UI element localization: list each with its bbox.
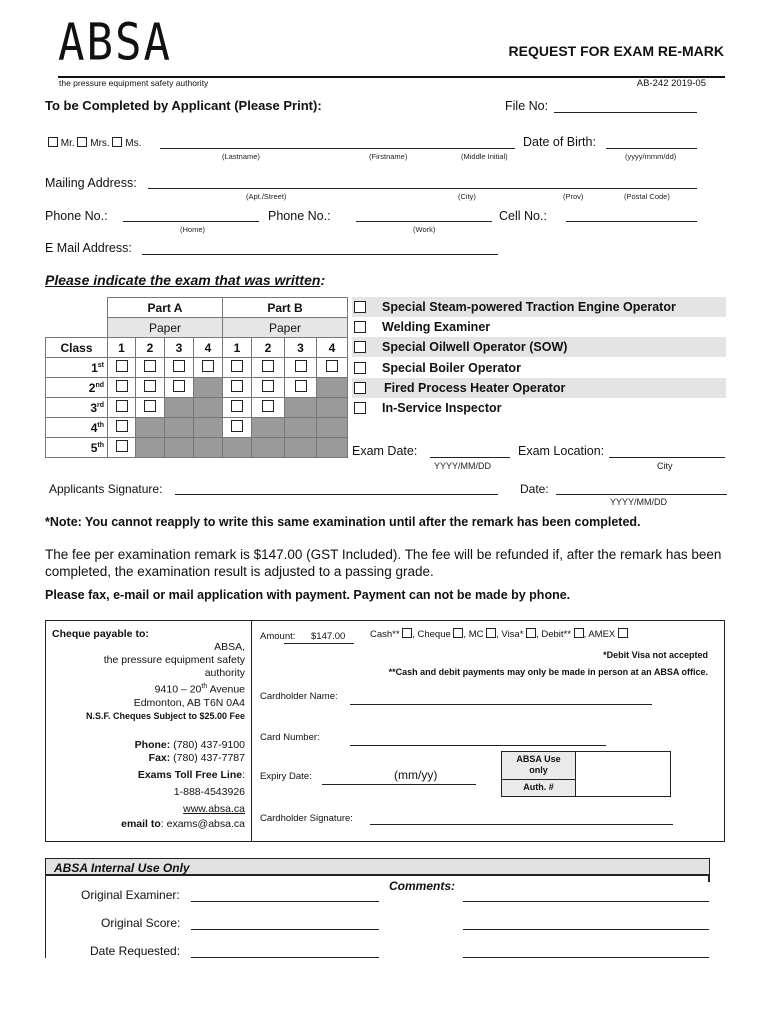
cb-2-b2[interactable] <box>262 380 274 392</box>
cb-2-b1[interactable] <box>231 380 243 392</box>
absa-use-label: ABSA Use only <box>516 754 561 775</box>
applicant-signature-label: Applicants Signature: <box>49 482 163 496</box>
comments-line-3[interactable] <box>463 957 709 958</box>
payee-address: 9410 – 20th Avenue <box>154 683 245 696</box>
cb-1-b3[interactable] <box>295 360 307 372</box>
mailing-label: Mailing Address: <box>45 176 137 190</box>
form-code: AB-242 2019-05 <box>636 78 706 89</box>
dob-field[interactable] <box>606 148 697 149</box>
payee-city: Edmonton, AB T6N 0A4 <box>133 696 245 709</box>
exam-location-label: Exam Location: <box>518 444 605 458</box>
option-oilwell[interactable]: Special Oilwell Operator (SOW) <box>352 337 726 357</box>
signature-date-label: Date: <box>520 482 549 496</box>
internal-use-bar: ABSA Internal Use Only <box>45 858 710 876</box>
firstname-hint: (Firstname) <box>369 152 408 161</box>
cb-3-b2[interactable] <box>262 400 274 412</box>
work-hint: (Work) <box>413 225 436 234</box>
part-b-header: Part B <box>223 298 348 318</box>
payment-box <box>45 620 725 842</box>
class-2nd: 2nd <box>46 378 108 398</box>
ms-label: Ms. <box>125 138 142 149</box>
cb-4-a1[interactable] <box>116 420 128 432</box>
file-no-label: File No: <box>505 99 549 113</box>
debit-visa-note: *Debit Visa not accepted <box>603 650 708 660</box>
cb-1-b4[interactable] <box>326 360 338 372</box>
fax-instructions: Please fax, e-mail or mail application with payment. Payment can not be made by phone. <box>45 588 571 602</box>
cb-3-b1[interactable] <box>231 400 243 412</box>
phone-home-label: Phone No.: <box>45 209 108 223</box>
dob-format-hint: (yyyy/mmm/dd) <box>625 152 677 161</box>
cb-1-b2[interactable] <box>262 360 274 372</box>
cash-debit-note: **Cash and debit payments may only be made in person at an ABSA office. <box>388 667 708 677</box>
option-traction-engine[interactable]: Special Steam-powered Traction Engine Operator <box>352 297 726 317</box>
cell-field[interactable] <box>566 221 697 222</box>
cb-2-a2[interactable] <box>144 380 156 392</box>
original-examiner-field[interactable] <box>191 901 379 902</box>
signature-date-field[interactable] <box>556 494 727 495</box>
welding-checkbox[interactable] <box>354 321 366 333</box>
payee-absa: ABSA, <box>214 641 245 653</box>
cardholder-name-label: Cardholder Name: <box>260 691 338 702</box>
cb-3-a2[interactable] <box>144 400 156 412</box>
form-title: REQUEST FOR EXAM RE-MARK <box>508 43 724 59</box>
mrs-label: Mrs. <box>90 138 110 149</box>
nsf-note: N.S.F. Cheques Subject to $25.00 Fee <box>85 710 245 721</box>
prov-hint: (Prov) <box>563 192 584 201</box>
postal-hint: (Postal Code) <box>624 192 670 201</box>
mr-checkbox[interactable] <box>48 137 58 147</box>
home-hint: (Home) <box>180 225 206 234</box>
comments-label: Comments: <box>389 879 456 893</box>
expiry-label: Expiry Date: <box>260 771 312 782</box>
fax-line: Fax: (780) 437-7787 <box>148 751 245 764</box>
phone-work-field[interactable] <box>356 221 492 222</box>
phone-work-label: Phone No.: <box>268 209 331 223</box>
option-welding-examiner[interactable]: Welding Examiner <box>352 317 726 337</box>
expiry-field[interactable] <box>322 784 476 785</box>
debit-checkbox[interactable] <box>574 628 584 638</box>
dob-label: Date of Birth: <box>523 135 596 149</box>
cb-5-a1[interactable] <box>116 440 128 452</box>
mailing-field[interactable] <box>148 188 697 189</box>
city-hint-exam: City <box>657 461 673 471</box>
comments-line-1[interactable] <box>463 901 709 902</box>
auth-label: Auth. # <box>502 779 575 792</box>
cb-2-b3[interactable] <box>295 380 307 392</box>
signature-date-hint: YYYY/MM/DD <box>610 497 668 507</box>
option-fired-heater[interactable]: Fired Process Heater Operator <box>352 378 726 398</box>
class-5th: 5th <box>46 438 108 458</box>
oilwell-checkbox[interactable] <box>354 341 366 353</box>
a3-header: 3 <box>165 338 194 358</box>
mc-checkbox[interactable] <box>486 628 496 638</box>
email-label: E Mail Address: <box>45 241 132 255</box>
cardholder-signature-field[interactable] <box>370 824 673 825</box>
date-requested-label: Date Requested: <box>90 944 181 958</box>
a2-header: 2 <box>136 338 165 358</box>
a1-header: 1 <box>108 338 136 358</box>
b3-header: 3 <box>285 338 317 358</box>
amex-checkbox[interactable] <box>618 628 628 638</box>
mr-label: Mr. <box>60 138 75 149</box>
comments-line-2[interactable] <box>463 929 709 930</box>
expiry-format: (mm/yy) <box>394 768 438 782</box>
class-3rd: 3rd <box>46 398 108 418</box>
cardholder-name-field[interactable] <box>350 704 652 705</box>
b4-header: 4 <box>317 338 348 358</box>
cb-1-a2[interactable] <box>144 360 156 372</box>
fee-text: The fee per examination remark is $147.00 (GST Included). The fee will be refunded if, after the remark has been completed, the examination result is adjusted to a passing grade. <box>45 547 722 579</box>
cb-1-a4[interactable] <box>202 360 214 372</box>
amount-label: Amount: <box>260 631 296 642</box>
b2-header: 2 <box>252 338 285 358</box>
cb-3-a1[interactable] <box>116 400 128 412</box>
cb-2-a3[interactable] <box>173 380 185 392</box>
payee-line1: the pressure equipment safety <box>103 654 245 666</box>
exam-date-field[interactable] <box>430 457 510 458</box>
website-link[interactable]: www.absa.ca <box>183 802 245 815</box>
exam-class-grid <box>45 297 348 458</box>
card-number-field[interactable] <box>350 745 606 746</box>
class-header: Class <box>46 338 108 358</box>
city-hint: (City) <box>458 192 476 201</box>
original-score-label: Original Score: <box>101 916 181 930</box>
cell-label: Cell No.: <box>499 209 547 223</box>
exam-location-field[interactable] <box>609 457 725 458</box>
b1-header: 1 <box>223 338 252 358</box>
cb-4-b1[interactable] <box>231 420 243 432</box>
original-examiner-label: Original Examiner: <box>81 888 180 902</box>
absa-logo: ABSA <box>58 13 172 73</box>
cheque-payable-label: Cheque payable to: <box>52 628 149 640</box>
cheque-checkbox[interactable] <box>453 628 463 638</box>
file-no-field[interactable] <box>554 112 697 113</box>
exam-date-hint: YYYY/MM/DD <box>434 461 492 471</box>
toll-free-number: 1-888-4543926 <box>173 785 245 798</box>
lastname-hint: (Lastname) <box>222 152 260 161</box>
email-line: email to: exams@absa.ca <box>121 817 245 830</box>
applicant-signature-field[interactable] <box>175 494 498 495</box>
cb-1-a1[interactable] <box>116 360 128 372</box>
ms-checkbox[interactable] <box>112 137 122 147</box>
mrs-checkbox[interactable] <box>77 137 87 147</box>
inservice-checkbox[interactable] <box>354 402 366 414</box>
option-boiler[interactable]: Special Boiler Operator <box>352 358 726 378</box>
class-1st: 1st <box>46 358 108 378</box>
cash-checkbox[interactable] <box>402 628 412 638</box>
traction-checkbox[interactable] <box>354 301 366 313</box>
middle-hint: (Middle Initial) <box>461 152 508 161</box>
exam-date-label: Exam Date: <box>352 444 418 458</box>
part-b-paper: Paper <box>223 318 348 338</box>
apt-hint: (Apt./Street) <box>246 192 287 201</box>
phone-line: Phone: (780) 437-9100 <box>134 738 245 751</box>
visa-checkbox[interactable] <box>526 628 536 638</box>
reapply-note: *Note: You cannot reapply to write this same examination until after the remark has been completed. <box>45 515 641 529</box>
cb-2-a1[interactable] <box>116 380 128 392</box>
tagline: the pressure equipment safety authority <box>59 78 209 88</box>
toll-free-label: Exams Toll Free Line: <box>137 768 245 781</box>
option-inservice[interactable]: In-Service Inspector <box>352 398 726 418</box>
amount-value: $147.00 <box>311 631 346 642</box>
class-4th: 4th <box>46 418 108 438</box>
fired-checkbox[interactable] <box>354 382 366 394</box>
applicant-section-title: To be Completed by Applicant (Please Print): <box>45 98 322 113</box>
phone-home-field[interactable] <box>123 221 259 222</box>
cb-1-a3[interactable] <box>173 360 185 372</box>
email-field[interactable] <box>142 254 498 255</box>
part-a-paper: Paper <box>108 318 223 338</box>
boiler-checkbox[interactable] <box>354 362 366 374</box>
payee-line2: authority <box>204 667 245 679</box>
cardholder-signature-label: Cardholder Signature: <box>260 813 353 824</box>
name-field[interactable] <box>160 148 515 149</box>
part-a-header: Part A <box>108 298 223 318</box>
card-number-label: Card Number: <box>260 732 320 743</box>
exam-section-title: Please indicate the exam that was written: <box>45 272 326 288</box>
cb-1-b1[interactable] <box>231 360 243 372</box>
absa-use-box <box>501 751 671 797</box>
a4-header: 4 <box>194 338 223 358</box>
payment-methods: Cash** , Cheque , MC , Visa* , Debit** , AMEX <box>370 628 628 640</box>
date-requested-field[interactable] <box>191 957 379 958</box>
original-score-field[interactable] <box>191 929 379 930</box>
